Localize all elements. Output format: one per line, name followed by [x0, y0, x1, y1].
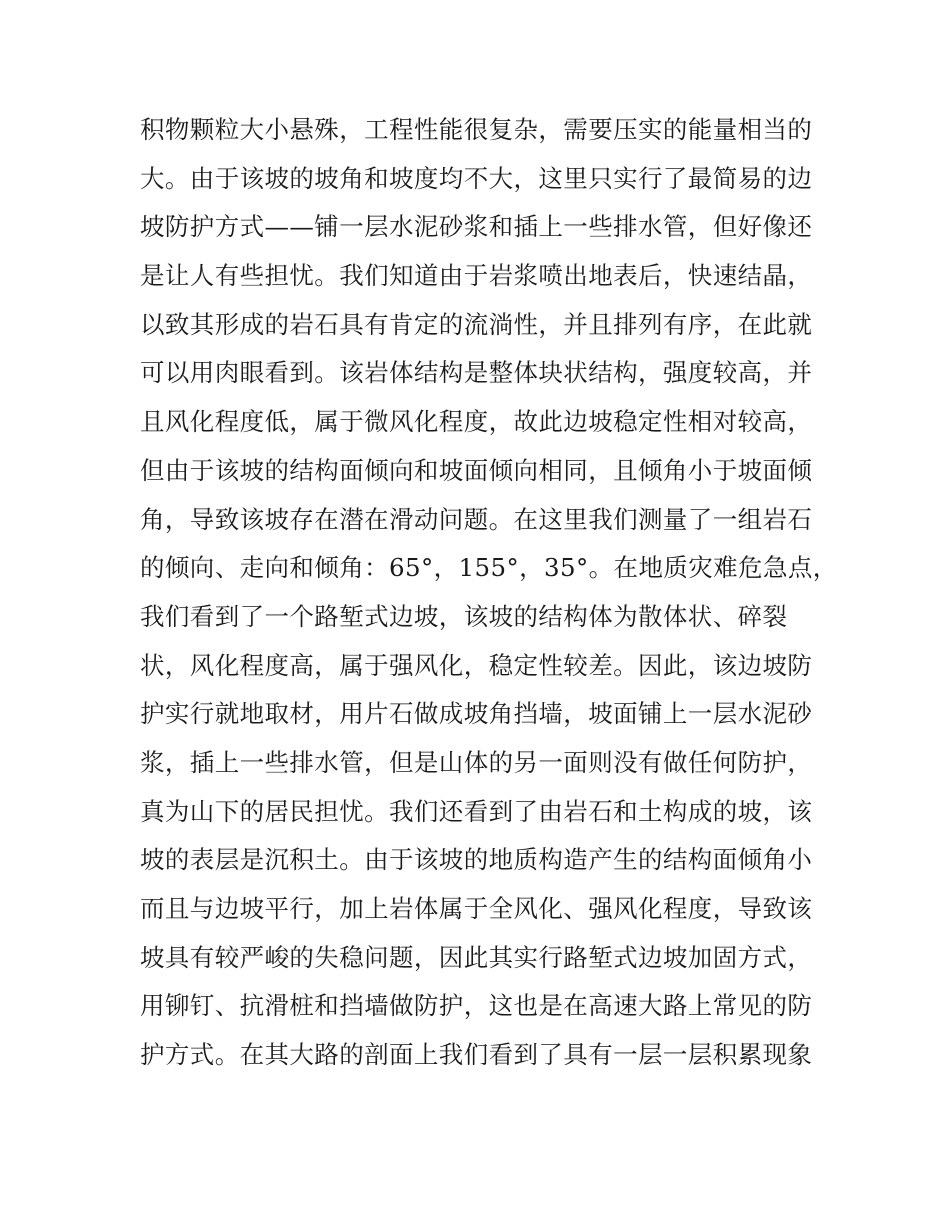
text-line: 坡具有较严峻的失稳问题，因此其实行路堑式边坡加固方式，: [140, 942, 813, 972]
text-line: 真为山下的居民担忧。我们还看到了由岩石和土构成的坡，该: [140, 796, 813, 826]
text-line: 而且与边坡平行，加上岩体属于全风化、强风化程度，导致该: [140, 894, 813, 923]
text-line: 但由于该坡的结构面倾向和坡面倾向相同，且倾角小于坡面倾: [140, 455, 813, 485]
text-line: 我们看到了一个路堑式边坡，该坡的结构体为散体状、碎裂: [140, 601, 788, 631]
text-line: 积物颗粒大小悬殊，工程性能很复杂，需要压实的能量相当的: [140, 115, 813, 144]
text-line: 护实行就地取材，用片石做成坡角挡墙，坡面铺上一层水泥砂: [140, 699, 813, 729]
text-line: 且风化程度低，属于微风化程度，故此边坡稳定性相对较高，: [140, 407, 813, 437]
text-line: 以致其形成的岩石具有肯定的流淌性，并且排列有序，在此就: [140, 309, 813, 339]
text-line: 坡的表层是沉积土。由于该坡的地质构造产生的结构面倾角小: [140, 845, 813, 875]
text-line: 浆，插上一些排水管，但是山体的另一面则没有做任何防护，: [140, 747, 813, 777]
text-line: 护方式。在其大路的剖面上我们看到了具有一层一层积累现象: [140, 1040, 813, 1070]
text-line: 的倾向、走向和倾角：65°，155°，35°。在地质灾难危急点，: [140, 553, 838, 583]
text-line: 用铆钉、抗滑桩和挡墙做防护，这也是在高速大路上常见的防: [140, 991, 813, 1021]
text-line: 是让人有些担忧。我们知道由于岩浆喷出地表后，快速结晶，: [140, 261, 813, 291]
text-line: 可以用肉眼看到。该岩体结构是整体块状结构，强度较高，并: [140, 358, 813, 388]
text-line: 坡防护方式——铺一层水泥砂浆和插上一些排水管，但好像还: [140, 212, 813, 242]
text-line: 角，导致该坡存在潜在滑动问题。在这里我们测量了一组岩石: [140, 504, 813, 534]
text-line: 大。由于该坡的坡角和坡度均不大，这里只实行了最简易的边: [140, 163, 813, 193]
text-line: 状，风化程度高，属于强风化，稳定性较差。因此，该边坡防: [140, 650, 813, 680]
body-text: [140, 106, 838, 1080]
